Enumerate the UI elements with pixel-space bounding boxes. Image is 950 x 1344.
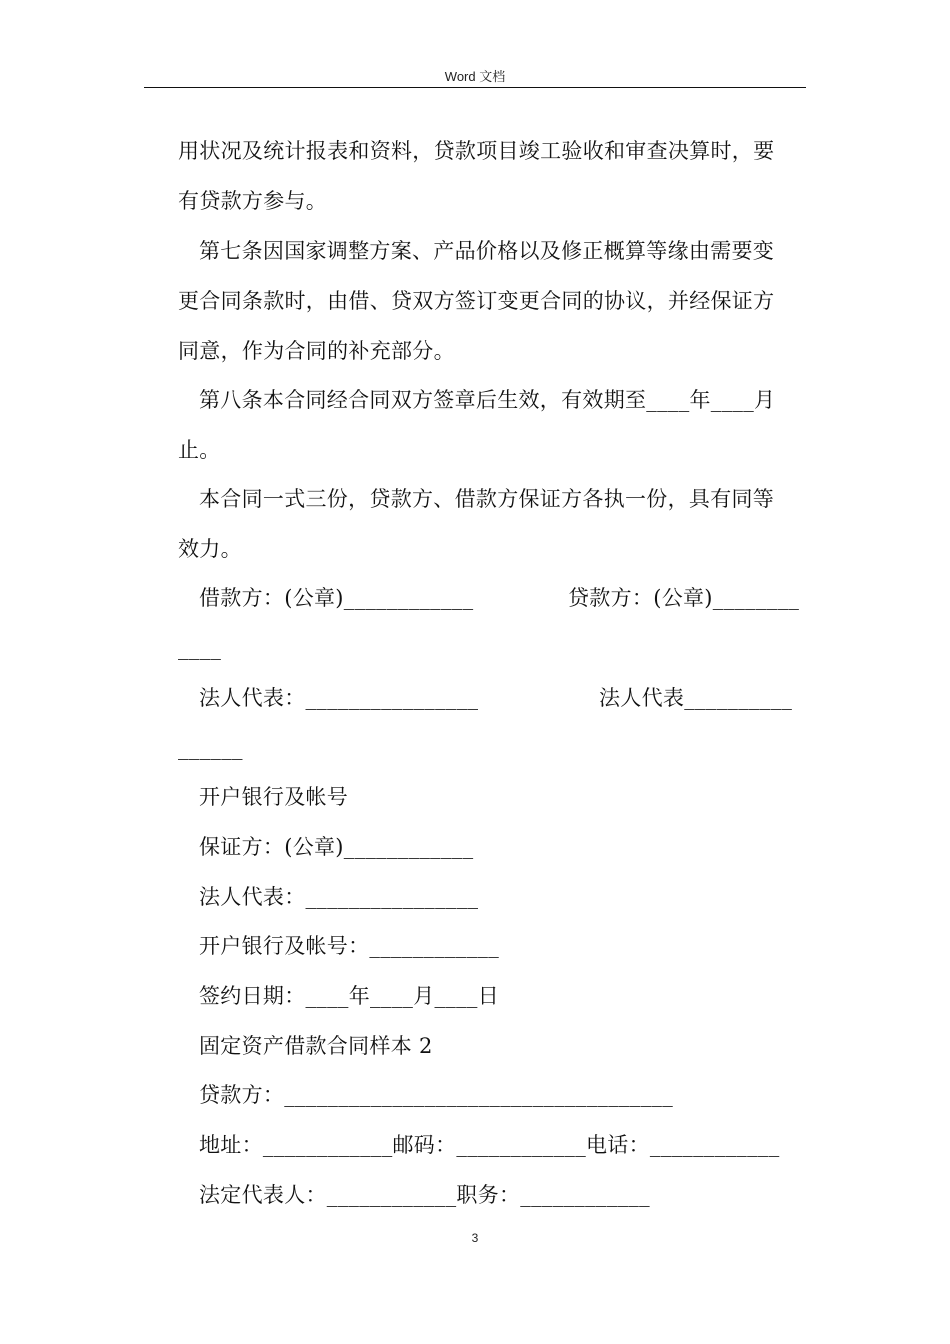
guarantor-bank-field: 开户银行及帐号：____________ (199, 934, 499, 958)
page-header: Word 文档 (444, 69, 506, 84)
paragraph-line: 止。 (178, 438, 221, 462)
paragraph-line: 有贷款方参与。 (178, 189, 328, 213)
header-rule (144, 87, 806, 88)
lender-seal-field: 贷款方：(公章)________ (568, 586, 800, 610)
legal-rep-field-continued: ______ (178, 736, 243, 760)
section-title: 固定资产借款合同样本 2 (199, 1034, 433, 1058)
legal-rep-field-left: 法人代表：________________ (199, 686, 479, 710)
page-number: 3 (471, 1231, 479, 1245)
guarantor-seal-field: 保证方：(公章)____________ (199, 835, 474, 859)
paragraph-line: 第七条因国家调整方案、产品价格以及修正概算等缘由需要变 (199, 239, 775, 263)
sign-date-field: 签约日期：____年____月____日 (199, 984, 499, 1008)
legal-rep-position-field: 法定代表人：____________职务：____________ (199, 1183, 650, 1207)
guarantor-legal-rep-field: 法人代表：________________ (199, 885, 479, 909)
borrower-seal-field: 借款方：(公章)____________ (199, 586, 474, 610)
bank-account-label: 开户银行及帐号 (199, 785, 349, 809)
paragraph-line: 同意，作为合同的补充部分。 (178, 339, 455, 363)
paragraph-line: 更合同条款时，由借、贷双方签订变更合同的协议，并经保证方 (178, 289, 775, 313)
lender-field: 贷款方：____________________________________ (199, 1083, 673, 1107)
legal-rep-field-right: 法人代表__________ (599, 686, 793, 710)
paragraph-line: 用状况及统计报表和资料，贷款项目竣工验收和审查决算时，要 (178, 139, 775, 163)
paragraph-line: 本合同一式三份，贷款方、借款方保证方各执一份，具有同等 (199, 487, 775, 511)
lender-seal-field-continued: ____ (178, 636, 222, 660)
paragraph-line: 效力。 (178, 537, 242, 561)
address-postcode-phone-field: 地址：____________邮码：____________电话：____________ (199, 1133, 780, 1157)
paragraph-line: 第八条本合同经合同双方签章后生效，有效期至____年____月 (199, 388, 776, 412)
